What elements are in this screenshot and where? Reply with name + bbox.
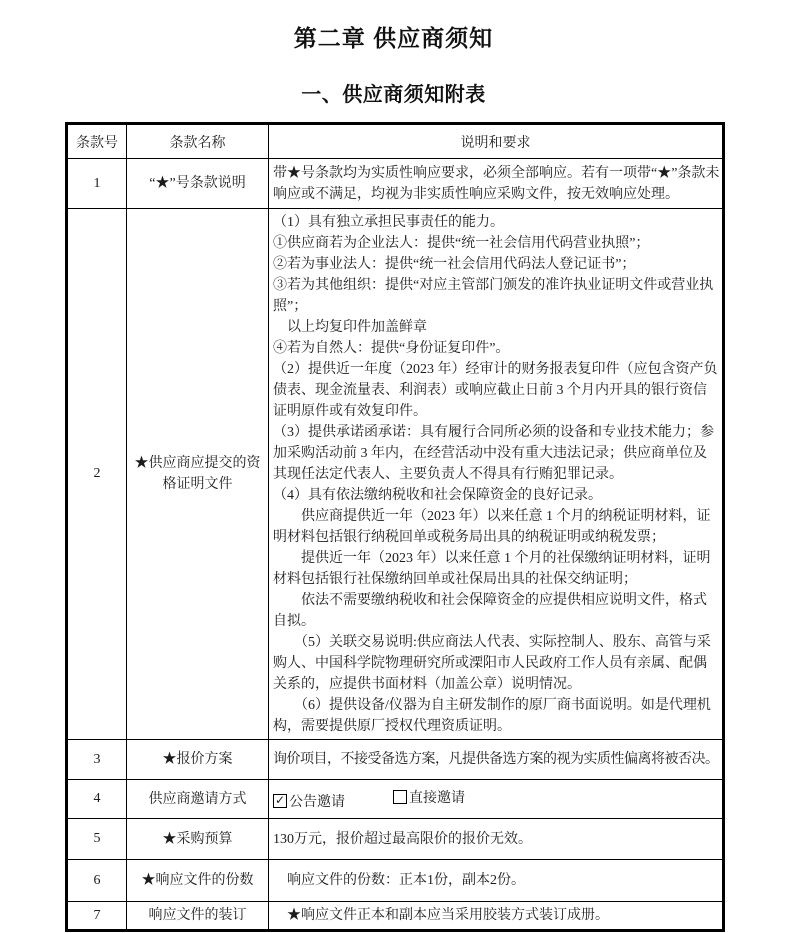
page-title: 第二章 供应商须知: [293, 25, 494, 51]
description-paragraph: 以上均复印件加盖鲜章: [273, 320, 427, 335]
checkbox-label: 公告邀请: [289, 795, 345, 810]
description-paragraph: （4）具有依法缴纳税收和社会保障资金的良好记录。: [273, 488, 602, 503]
supplier-notice-table: [65, 122, 725, 932]
description-paragraph: 供应商提供近一年（2023 年）以来任意 1 个月的纳税证明材料，证明材料包括银行纳税回单或税务局出具的纳税证明或纳税发票；: [273, 509, 711, 545]
description-paragraph: 响应文件的份数：正本1份，副本2份。: [273, 873, 525, 888]
clause-description: [269, 860, 724, 902]
description-paragraph: ★响应文件正本和副本应当采用胶装方式装订成册。: [273, 908, 609, 923]
description-paragraph: ④若为自然人：提供“身份证复印件”。: [273, 341, 510, 356]
clause-description: [269, 209, 724, 740]
clause-number: 4: [67, 780, 127, 819]
clause-number: 7: [67, 902, 127, 931]
clause-name: ★报价方案: [127, 740, 269, 780]
clause-description: [269, 780, 724, 819]
table-row: [67, 819, 724, 860]
clause-description: [269, 159, 724, 209]
table-row: [67, 780, 724, 819]
header-clause-name: 条款名称: [127, 124, 269, 159]
section-title: 一、供应商须知附表: [301, 84, 486, 106]
clause-number: 2: [67, 209, 127, 740]
invitation-method-option: [393, 787, 465, 807]
clause-name: ★采购预算: [127, 819, 269, 860]
clause-number: 5: [67, 819, 127, 860]
checkbox-label: 直接邀请: [409, 791, 465, 806]
clause-name: 供应商邀请方式: [127, 780, 269, 819]
clause-name: ★供应商应提交的资格证明文件: [127, 209, 269, 740]
description-paragraph: （3）提供承诺函承诺：具有履行合同所必须的设备和专业技术能力；参加采购活动前 3 年内，在经营活动中没有重大违法记录；供应商单位及其现任法定代表人、主要负责人不得具有行贿犯罪记录。: [273, 425, 714, 482]
table-header: [67, 124, 724, 159]
checkbox-checked-icon: ✓: [274, 793, 286, 807]
description-paragraph: 带★号条款均为实质性响应要求，必须全部响应。若有一项带“★”条款未响应或不满足，均视为非实质性响应采购文件，按无效响应处理。: [273, 165, 720, 202]
table-header-row: [67, 124, 724, 159]
description-paragraph: 提供近一年（2023 年）以来任意 1 个月的社保缴纳证明材料，证明材料包括银行社保缴纳回单或社保局出具的社保交纳证明；: [273, 551, 711, 587]
description-paragraph: （6）提供设备/仪器为自主研发制作的原厂商书面说明。如是代理机构，需要提供原厂授权代理资质证明。: [273, 698, 711, 734]
description-paragraph: ②若为事业法人：提供“统一社会信用代码法人登记证书”；: [273, 257, 636, 272]
table-row: [67, 209, 724, 740]
description-paragraph: （2）提供近一年度（2023 年）经审计的财务报表复印件（应包含资产负债表、现金流量表、利润表）或响应截止日前 3 个月内开具的银行资信证明原件或有效复印件。: [273, 362, 718, 419]
clause-description: [269, 819, 724, 860]
header-clause-description: 说明和要求: [269, 124, 724, 159]
description-paragraph: ③若为其他组织：提供“对应主管部门颁发的准许执业证明文件或营业执照”；: [273, 278, 714, 314]
clause-name: “★”号条款说明: [127, 159, 269, 209]
invitation-method-option: [273, 791, 345, 811]
description-paragraph: 依法不需要缴纳税收和社会保障资金的应提供相应说明文件，格式自拟。: [273, 593, 707, 629]
description-paragraph: ①供应商若为企业法人：提供“统一社会信用代码营业执照”；: [273, 236, 650, 251]
description-paragraph: （5）关联交易说明:供应商法人代表、实际控制人、股东、高管与采购人、中国科学院物理研究所或溧阳市人民政府工作人员有亲属、配偶关系的，应提供书面材料（加盖公章）说明情况。: [273, 635, 711, 692]
description-paragraph: 询价项目，不接受备选方案，凡提供备选方案的视为实质性偏离将被否决。: [273, 752, 719, 767]
description-paragraph: （1）具有独立承担民事责任的能力。: [273, 215, 504, 230]
table-row: [67, 159, 724, 209]
clause-number: 6: [67, 860, 127, 902]
clause-name: ★响应文件的份数: [127, 860, 269, 902]
table-body: [67, 159, 724, 931]
table-row: [67, 860, 724, 902]
clause-number: 1: [67, 159, 127, 209]
clause-description: [269, 740, 724, 780]
clause-name: 响应文件的装订: [127, 902, 269, 931]
header-clause-number: 条款号: [67, 124, 127, 159]
description-paragraph: 130万元，报价超过最高限价的报价无效。: [273, 831, 532, 847]
clause-description: [269, 902, 724, 931]
table-row: [67, 740, 724, 780]
table-row: [67, 902, 724, 931]
clause-number: 3: [67, 740, 127, 780]
checkbox-unchecked-icon: [393, 790, 407, 804]
